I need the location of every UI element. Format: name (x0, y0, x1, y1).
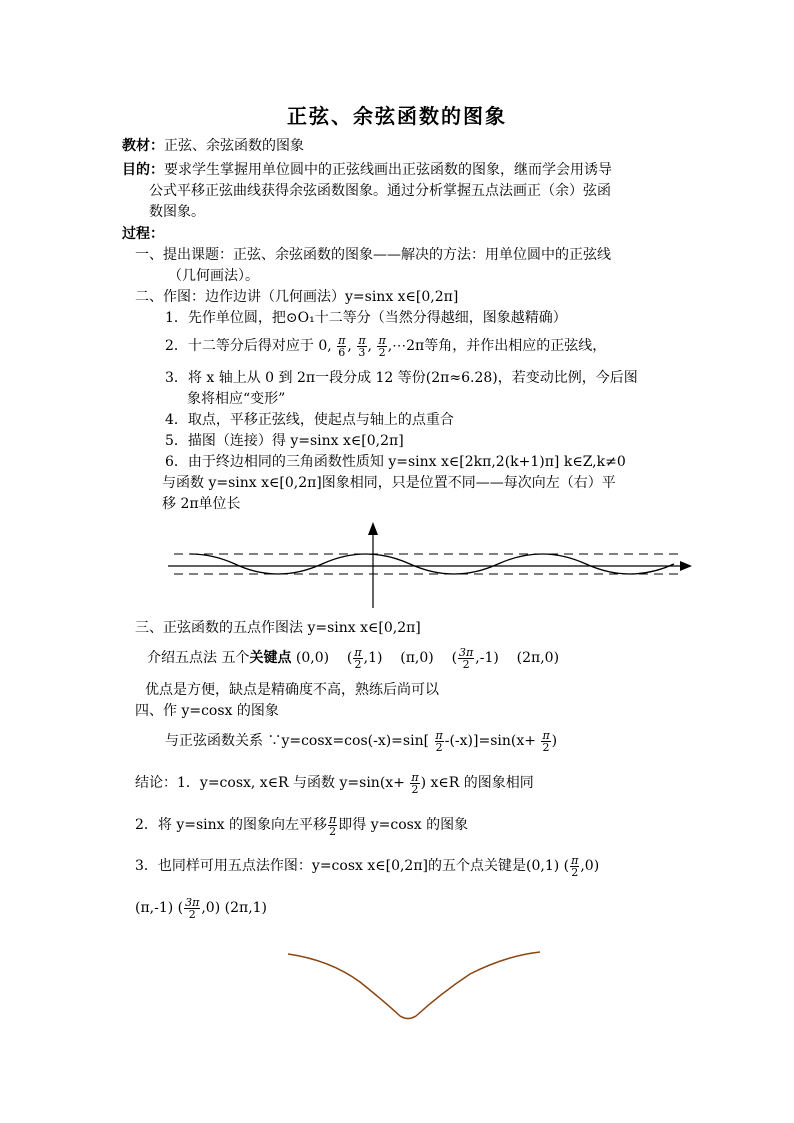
fraction-denominator: 2 (329, 824, 337, 838)
purpose-line-2: 公式平移正弦曲线获得余弦函数图象。通过分析掌握五点法画正（余）弦函 (149, 183, 611, 199)
conclusion-3-points (135, 895, 267, 921)
paren: ( (346, 650, 353, 666)
x-axis-arrow (680, 561, 692, 571)
section2-step3-line2: 象将相应“变形” (187, 391, 286, 407)
purpose-label: 目的： (122, 162, 164, 178)
sine-curve (190, 554, 674, 574)
fraction-denominator: 2 (462, 657, 470, 671)
relation-prefix: 与正弦函数关系 ∵y=cosx=cos(-x)=sin[ (165, 733, 430, 749)
intro-text: 介绍五点法 五个 (147, 650, 250, 666)
fraction-numerator: π (329, 812, 337, 826)
section1-line-2: （几何画法）。 (168, 268, 259, 284)
fraction-denominator: 6 (338, 345, 346, 359)
point-max: ,1) (363, 650, 383, 666)
fraction-denominator: 3 (358, 345, 366, 359)
process-label: 过程： (122, 226, 164, 242)
key-points-label: 关键点 (249, 650, 292, 666)
relation-middle: -(-x)]=sin(x+ (444, 733, 536, 749)
five-point-intro (147, 645, 559, 671)
brown-curve (288, 952, 540, 1019)
y-axis-arrow (368, 522, 378, 535)
fraction-denominator: 2 (378, 345, 386, 359)
fraction-3pi-over-2 (184, 897, 200, 920)
fraction-numerator: 3π (185, 895, 200, 909)
fraction-numerator: 3π (459, 645, 474, 659)
page-title: 正弦、余弦函数的图象 (287, 104, 507, 128)
fraction-numerator: π (542, 728, 550, 742)
five-points-prefix: 3．也同样可用五点法作图：y=cosx x∈[0,2π]的五个点关键是(0,1) ( (135, 858, 570, 874)
section2-step4: 4．取点，平移正弦线，使起点与轴上的点重合 (165, 412, 454, 428)
section1-line-1: 一、提出课题：正弦、余弦函数的图象——解决的方法：用单位圆中的正弦线 (135, 247, 611, 263)
fraction-pi-over-2 (410, 772, 419, 795)
point-pi: (π,0) (400, 650, 434, 666)
conclusion-2 (135, 812, 468, 838)
conclusion-suffix: ) x∈R 的图象相同 (420, 775, 534, 791)
section2-step3-line1: 3．将 x 轴上从 0 到 2π一段分成 12 等份(2π≈6.28)，若变动比例，今后图 (165, 370, 638, 386)
points-suffix: ,0) (2π,1) (201, 900, 268, 916)
point-min: ,-1) (475, 650, 499, 666)
point-2pi: (2π,0) (516, 650, 560, 666)
fraction-numerator: π (435, 728, 443, 742)
conclusion-3 (135, 853, 599, 879)
fraction-numerator: π (411, 770, 419, 784)
fraction-pi-over-2 (377, 335, 386, 358)
fraction-3pi-over-2 (458, 647, 474, 670)
fraction-pi-over-2 (570, 855, 579, 878)
material-line (122, 136, 304, 156)
section2-step1: 1．先作单位圆，把⊙O₁十二等分（当然分得越细，图象越精确） (165, 310, 567, 326)
fraction-denominator: 2 (411, 782, 419, 796)
fraction-numerator: π (354, 645, 362, 659)
fraction-denominator: 2 (542, 740, 550, 754)
fraction-denominator: 2 (571, 865, 579, 879)
fraction-pi-over-2 (353, 647, 362, 670)
fraction-pi-over-6 (337, 335, 346, 358)
cosine-sketch-curve (280, 944, 550, 1024)
shift-prefix: 2．将 y=sinx 的图象向左平移 (135, 817, 328, 833)
fraction-pi-over-3 (357, 335, 366, 358)
shift-suffix: 即得 y=cosx 的图象 (338, 817, 469, 833)
section2-step6-line3: 移 2π单位长 (162, 496, 241, 512)
fraction-denominator: 2 (188, 907, 196, 921)
paren: ( (451, 650, 458, 666)
section2-heading: 二、作图：边作边讲（几何画法）y=sinx x∈[0,2π] (135, 289, 459, 305)
section2-step2: 2．十二等分后得对应于 0, $\frac{\pi}{6}$ , $\frac{\pi}{3}$ , $\frac{\pi}{2}$ ,⋯2π等角，并作出相应的正弦线， (165, 333, 607, 359)
fraction-pi-over-2 (328, 814, 337, 837)
fraction-numerator: π (378, 333, 386, 347)
section3-heading: 三、正弦函数的五点作图法 y=sinx x∈[0,2π] (135, 620, 421, 636)
step2-prefix: 2．十二等分后得对应于 0, (165, 338, 332, 354)
section2-step5: 5．描图（连接）得 y=sinx x∈[0,2π] (165, 433, 404, 449)
purpose-line-3: 数图象。 (149, 204, 205, 220)
purpose-text-1: 要求学生掌握用单位圆中的正弦线画出正弦函数的图象，继而学会用诱导 (164, 162, 612, 178)
fraction-pi-over-2 (541, 730, 550, 753)
relation-suffix: ) (551, 733, 558, 749)
points-prefix: (π,-1) ( (135, 900, 184, 916)
fraction-numerator: π (338, 333, 346, 347)
material-label: 教材： (122, 138, 164, 154)
five-point-note: 优点是方便，缺点是精确度不高，熟练后尚可以 (145, 682, 439, 698)
fraction-numerator: π (571, 853, 579, 867)
section2-step6-line2: 与函数 y=sinx x∈[0,2π]图象相同，只是位置不同——每次向左（右）平 (162, 475, 616, 491)
step2-suffix: ,⋯2π等角，并作出相应的正弦线， (387, 338, 607, 354)
fraction-numerator: π (358, 333, 366, 347)
five-points-suffix: ,0) (580, 858, 600, 874)
fraction-denominator: 2 (435, 740, 443, 754)
purpose-line-1 (122, 160, 612, 180)
fraction-denominator: 2 (354, 657, 362, 671)
sine-wave-figure (160, 518, 700, 610)
section2-step6-line1: 6．由于终边相同的三角函数性质知 y=sinx x∈[2kπ,2(k+1)π] k∈Z,k≠0 (165, 454, 626, 470)
fraction-pi-over-2 (435, 730, 444, 753)
material-text: 正弦、余弦函数的图象 (164, 138, 304, 154)
cos-relation (165, 728, 557, 754)
conclusion-1 (135, 770, 534, 796)
conclusion-prefix: 结论：1．y=cosx, x∈R 与函数 y=sin(x+ (135, 775, 405, 791)
point-origin: (0,0) (295, 650, 330, 666)
section4-heading: 四、作 y=cosx 的图象 (135, 703, 279, 719)
